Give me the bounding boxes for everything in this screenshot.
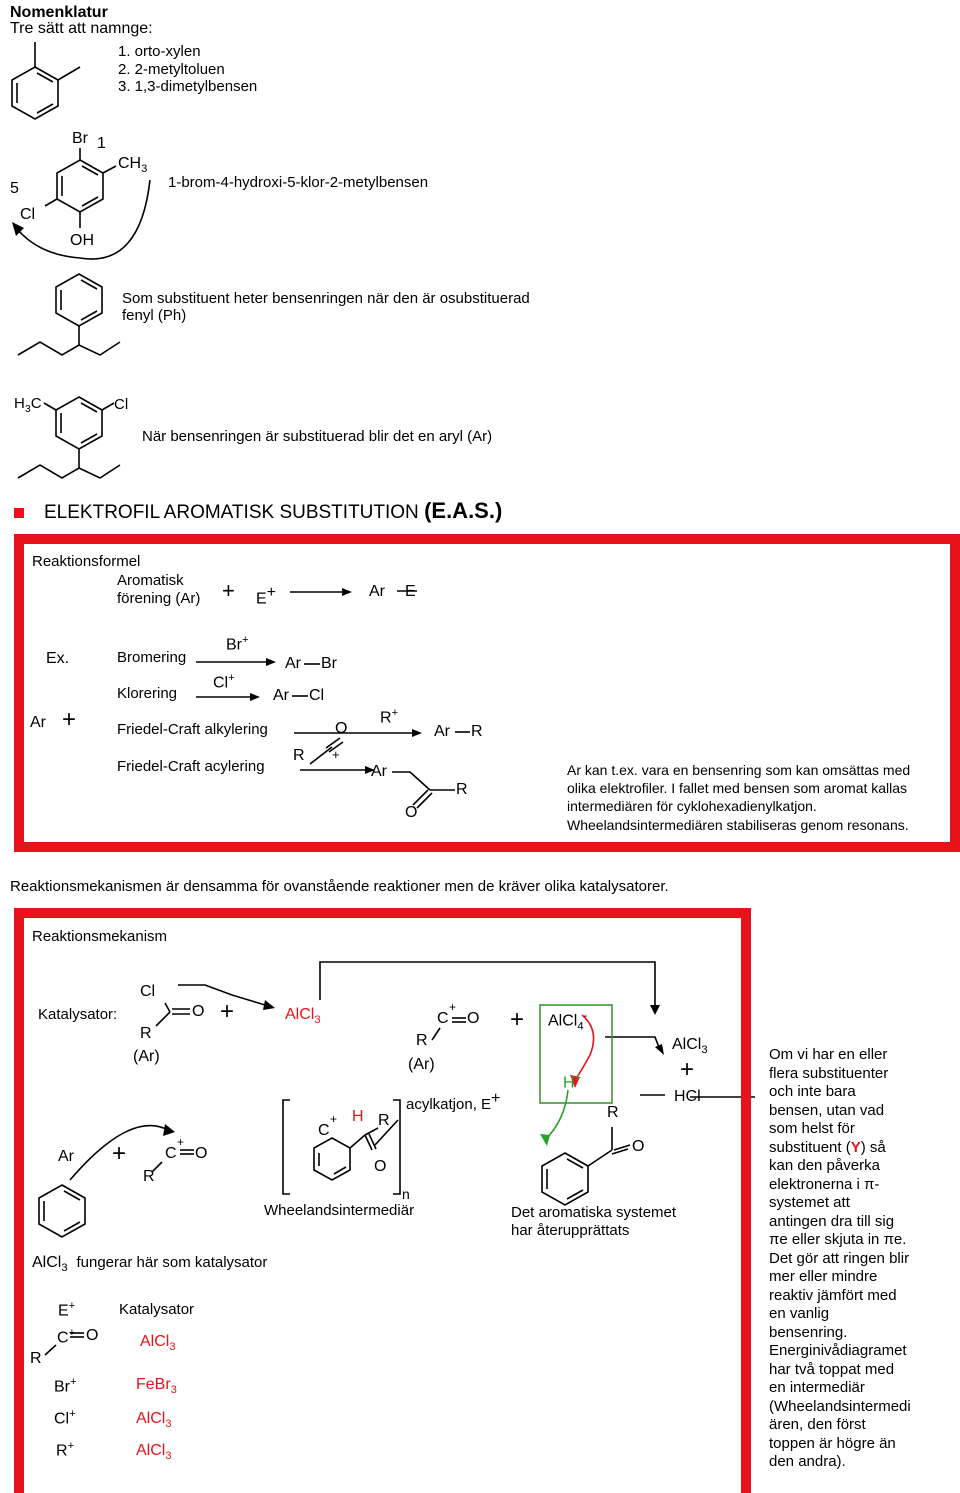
product-r: R xyxy=(471,723,483,740)
alcl4: AlCl$_4$- xyxy=(548,1010,588,1033)
reaction-klorering: Klorering xyxy=(117,685,178,702)
ar-benzene: Ar xyxy=(58,1148,74,1165)
aryl-note: När bensenringen är substituerad blir det en aryl (Ar) xyxy=(142,428,493,445)
acyl-r-top: R xyxy=(140,1025,152,1042)
restored-line2: har återupprättats xyxy=(511,1222,630,1239)
table-row-1-r: R xyxy=(30,1350,42,1367)
reagent-br: Br+ xyxy=(226,634,249,654)
reactant-line2: förening (Ar) xyxy=(117,590,201,607)
box-note-line1: Ar kan t.ex. vara en bensenring som kan omsättas med xyxy=(567,762,911,778)
box-note-line2: olika elektrofiler. I fallet med bensen som aromat kallas xyxy=(567,780,908,796)
ar-reactant: Ar xyxy=(30,714,46,731)
mechanism-intro: Reaktionsmekanismen är densamma för ovanstående reaktioner men de kräver olika katalysatorer. xyxy=(10,878,669,895)
position-1: 1 xyxy=(97,135,106,152)
page-title: Nomenklatur xyxy=(10,4,108,21)
wheeland-o: O xyxy=(374,1158,387,1175)
acylium2-charge: + xyxy=(177,1135,185,1149)
ortho-xylene-structure xyxy=(12,42,80,119)
name-3: 3. 1,3-dimetylbensen xyxy=(118,78,258,95)
alcl3-note: AlCl$_3$ fungerar här som katalysator xyxy=(32,1254,268,1275)
name-2: 2. 2-metyltoluen xyxy=(118,61,225,78)
acylium-o: O xyxy=(467,1010,480,1027)
table-row-1-o: O xyxy=(86,1327,99,1344)
wheeland-charge: + xyxy=(330,1112,338,1126)
product-acyl-r: R xyxy=(456,781,468,798)
table-row-3-e: Cl+ xyxy=(54,1408,76,1428)
table-row-1-cat: AlCl$_3$ xyxy=(140,1333,176,1354)
acylium-r: R xyxy=(416,1032,428,1049)
plus-sign: + xyxy=(222,578,235,603)
acylium2-o: O xyxy=(195,1145,208,1162)
table-row-2-e: Br+ xyxy=(54,1376,77,1396)
product-o-mech: O xyxy=(632,1138,645,1155)
acylium-c: C xyxy=(437,1010,449,1027)
reaction-alkylering: Friedel-Craft alkylering xyxy=(117,721,268,738)
product-ar-cl: Ar xyxy=(273,687,289,704)
acyl-ar-paren: (Ar) xyxy=(133,1048,160,1065)
product-acyl-o: O xyxy=(405,804,418,821)
reagent-acyl-charge: + xyxy=(332,747,340,762)
plus-mech-3: + xyxy=(680,1056,695,1083)
side-note: Om vi har en eller flera substituenter och inte bara bensen, utan vad som helst för substituent (Y) så kan den påverka elektronerna i π- systemet att antingen dra till sig πe eller skjuta in πe. Det gör att ringen blir mer eller mindre reaktiv jämfört med en vanlig bensenring. Energinivådiagramet har två toppat med en intermediär (Wheelandsintermedi ären, den först toppen är högre än den andra). xyxy=(769,1046,911,1470)
atom-h3c: $H_3C$ xyxy=(14,395,42,415)
formula-heading: Reaktionsformel xyxy=(32,553,141,570)
table-row-4-e: R+ xyxy=(56,1440,75,1460)
table-row-3-cat: AlCl$_3$ xyxy=(136,1410,172,1431)
reagent-r: R+ xyxy=(380,707,399,727)
acylium-ar-paren: (Ar) xyxy=(408,1056,435,1073)
phenyl-note-line1: Som substituent heter bensenringen när den är osubstituerad xyxy=(122,290,530,307)
product-br: Br xyxy=(321,655,337,672)
reaction-acylering: Friedel-Craft acylering xyxy=(117,758,265,775)
example-label: Ex. xyxy=(46,650,70,667)
wheeland-c: C xyxy=(318,1122,330,1139)
acyl-cl: Cl xyxy=(140,983,156,1000)
section-title: ELEKTROFIL AROMATISK SUBSTITUTION (E.A.S.) xyxy=(44,498,503,523)
phenyl-alkyl-structure xyxy=(18,272,120,355)
plus-mech-4: + xyxy=(112,1140,127,1167)
hcl: HCl xyxy=(674,1088,701,1105)
plus-sign-2: + xyxy=(62,706,77,733)
table-row-2-cat: FeBr$_3$ xyxy=(136,1376,177,1397)
mechanism-heading: Reaktionsmekanism xyxy=(32,928,168,945)
table-row-4-cat: AlCl$_3$ xyxy=(136,1442,172,1463)
electrophile: E+ xyxy=(256,584,277,608)
position-5: 5 xyxy=(10,180,19,197)
reagent-cl: Cl+ xyxy=(213,672,235,692)
reagent-acyl-r: R xyxy=(293,747,305,764)
atom-oh: OH xyxy=(70,232,94,249)
acyl-o: O xyxy=(335,720,348,737)
atom-ch3: $CH_3$ xyxy=(118,155,148,176)
proton-h: H+ xyxy=(563,1072,582,1092)
acyl-o-top: O xyxy=(192,1003,205,1020)
table-header-e: E+ xyxy=(58,1300,76,1320)
product-ar-r: Ar xyxy=(434,723,450,740)
phenyl-note-line2: fenyl (Ph) xyxy=(122,307,187,324)
product-ar: Ar xyxy=(369,583,385,600)
atom-cl: Cl xyxy=(20,206,36,223)
wheeland-label: Wheelandsintermediär xyxy=(264,1202,415,1219)
product-cl: Cl xyxy=(309,687,325,704)
wheeland-r: R xyxy=(378,1112,390,1129)
restored-line1: Det aromatiska systemet xyxy=(511,1204,677,1221)
compound-name: 1-brom-4-hydroxi-5-klor-2-metylbensen xyxy=(168,174,429,191)
reaction-bromering: Bromering xyxy=(117,649,187,666)
wheeland-n: n xyxy=(402,1186,410,1202)
section-bullet xyxy=(14,508,24,518)
atom-cl-aryl: Cl xyxy=(114,396,129,413)
product-ar-acyl: Ar xyxy=(371,763,387,780)
reactant-line1: Aromatisk xyxy=(117,572,184,589)
wheeland-h: H xyxy=(352,1108,364,1125)
acylium-charge: + xyxy=(449,1000,457,1014)
acylium2-r: R xyxy=(143,1168,155,1185)
katalysator-label: Katalysator: xyxy=(38,1006,118,1023)
box-note-line3: intermediären för cyklohexadienylkatjon. xyxy=(567,798,817,814)
product-e: E xyxy=(405,583,416,600)
alcl3-catalyst: AlCl$_3$ xyxy=(285,1006,321,1027)
alcl3-regenerated: AlCl$_3$ xyxy=(672,1036,708,1057)
plus-mech-2: + xyxy=(510,1006,525,1033)
box-note-line4: Wheelandsintermediären stabiliseras genom resonans. xyxy=(567,817,909,833)
plus-mech-1: + xyxy=(220,998,235,1025)
acylium2-c: C xyxy=(165,1145,177,1162)
acylkatjon-label: acylkatjon, E+ xyxy=(406,1090,501,1113)
table-row-1-e: C+ xyxy=(57,1327,76,1347)
product-ar-br: Ar xyxy=(285,655,301,672)
product-r-mech: R xyxy=(607,1104,619,1121)
atom-br: Br xyxy=(72,130,88,147)
mechanism-box xyxy=(14,908,751,1493)
page-subtitle: Tre sätt att namnge: xyxy=(10,20,153,37)
table-header-cat: Katalysator xyxy=(119,1301,195,1318)
name-1: 1. orto-xylen xyxy=(118,43,201,60)
